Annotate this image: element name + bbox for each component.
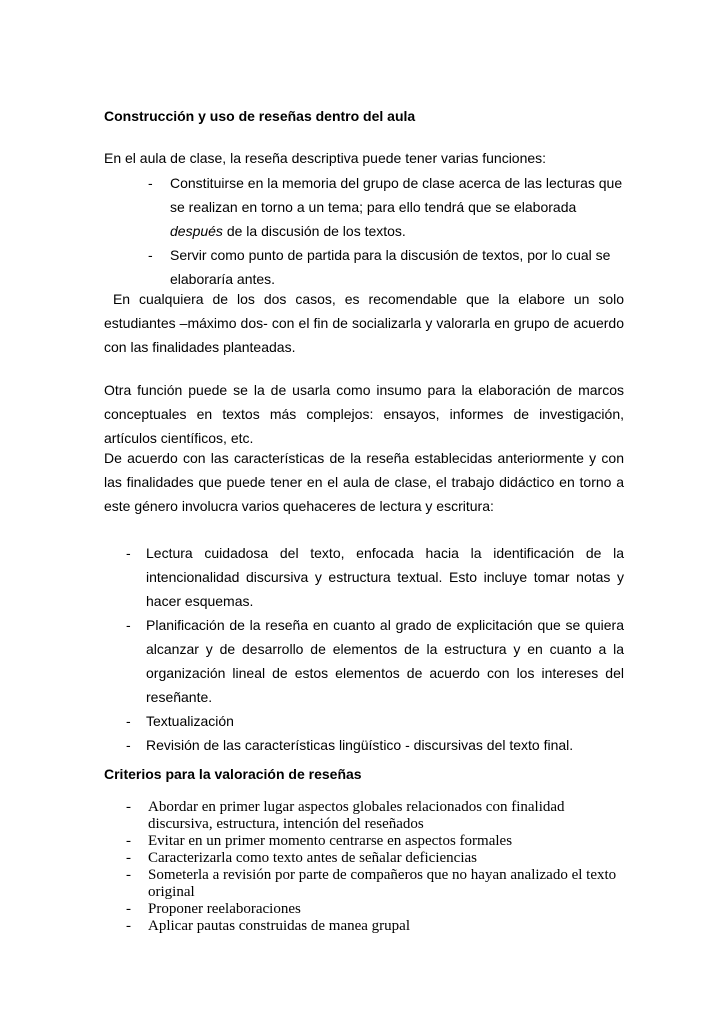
list-item <box>104 171 624 243</box>
list-item-text: Abordar en primer lugar aspectos globales relacionados con finalidad discursiva, estructura, intención del reseñados <box>148 799 565 832</box>
paragraph: De acuerdo con las características de la reseña establecidas anteriormente y con las finalidades que puede tener en el aula de clase, el trabajo didáctico en torno a este género involucra varios quehaceres de lectura y escritura: <box>104 450 624 514</box>
list-item <box>104 901 624 918</box>
intro-paragraph: En el aula de clase, la reseña descriptiva puede tener varias funciones: <box>104 150 547 166</box>
paragraph: En cualquiera de los dos casos, es recomendable que la elabore un solo estudiantes –máximo dos- con el fin de socializarla y valorarla en grupo de acuerdo con las finalidades planteadas. <box>104 291 628 355</box>
bullet-dash: - <box>126 850 131 866</box>
list-item-text: Someterla a revisión por parte de compañeros que no hayan analizado el texto original <box>148 867 617 900</box>
criteria-heading: Criterios para la valoración de reseñas <box>104 766 362 782</box>
list-item-text: Lectura cuidadosa del texto, enfocada hacia la identificación de la intencionalidad discursiva y estructura textual. Esto incluye tomar notas y hacer esquemas. <box>146 545 624 609</box>
list-item <box>104 709 624 733</box>
list-item <box>104 613 624 709</box>
bullet-dash: - <box>126 737 131 753</box>
list-item-text: Constituirse en la memoria del grupo de clase acerca de las lecturas que se realizan en torno a un tema; para ello tendrá que se elaborada <box>170 175 623 215</box>
bullet-dash: - <box>126 713 131 729</box>
bullet-dash: - <box>148 175 153 191</box>
list-item-text: Servir como punto de partida para la discusión de textos, por lo cual se elaboraría antes. <box>170 247 611 287</box>
tasks-list <box>104 541 624 757</box>
list-item-text: Textualización <box>146 713 234 729</box>
list-item-text: Revisión de las características lingüístico - discursivas del texto final. <box>146 737 574 753</box>
list-item <box>104 867 624 901</box>
bullet-dash: - <box>148 247 153 263</box>
functions-list <box>104 171 624 291</box>
bullet-dash: - <box>126 833 131 849</box>
list-item-text: Evitar en un primer momento centrarse en aspectos formales <box>148 833 513 849</box>
emphasis-text: después <box>170 223 223 239</box>
list-item <box>104 850 624 867</box>
criteria-list <box>104 799 624 935</box>
list-item-text: Planificación de la reseña en cuanto al grado de explicitación que se quiera alcanzar y de desarrollo de elementos de la estructura y en cuanto a la organización lineal de estos elementos de acuerdo con los intereses del reseñante. <box>146 617 624 705</box>
bullet-dash: - <box>126 617 131 633</box>
paragraph: Otra función puede se la de usarla como insumo para la elaboración de marcos conceptuales en textos más complejos: ensayos, informes de investigación, artículos científicos, etc. <box>104 382 624 446</box>
list-item-text: Proponer reelaboraciones <box>148 901 301 917</box>
list-item <box>104 733 624 757</box>
document-title: Construcción y uso de reseñas dentro del aula <box>104 108 416 124</box>
list-item <box>104 833 624 850</box>
bullet-dash: - <box>126 901 131 917</box>
list-item <box>104 918 624 935</box>
list-item-text: Aplicar pautas construidas de manea grupal <box>148 918 410 934</box>
list-item-text-end: de la discusión de los textos. <box>222 223 406 239</box>
bullet-dash: - <box>126 545 131 561</box>
list-item <box>104 541 624 613</box>
bullet-dash: - <box>126 918 131 934</box>
list-item <box>104 799 624 833</box>
list-item-text: Caracterizarla como texto antes de señalar deficiencias <box>148 850 477 866</box>
list-item <box>104 243 624 291</box>
bullet-dash: - <box>126 799 131 815</box>
bullet-dash: - <box>126 867 131 883</box>
